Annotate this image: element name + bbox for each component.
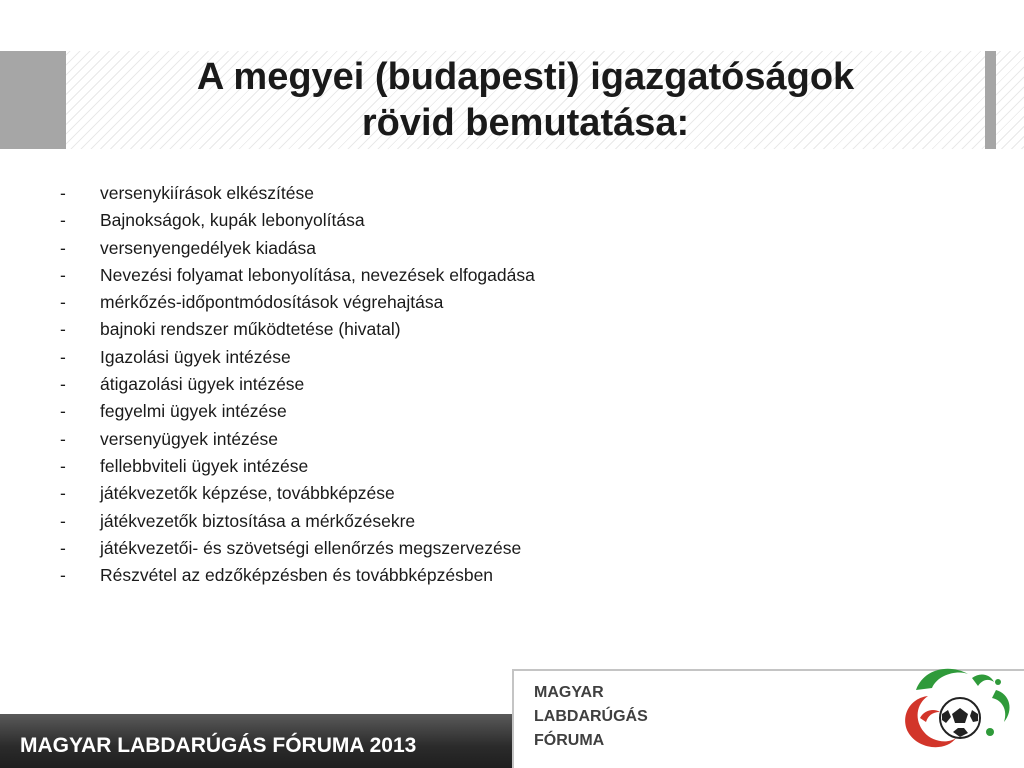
logo-text-line-3: FÓRUMA: [534, 732, 605, 749]
bullet-item: [58, 508, 758, 535]
bullet-item: [58, 562, 758, 589]
bullet-text: Nevezési folyamat lebonyolítása, nevezések elfogadása: [100, 264, 535, 285]
footer-caption: [20, 734, 416, 758]
bullet-text: játékvezetők képzése, továbbképzése: [100, 483, 395, 504]
bullet-text: Igazolási ügyek intézése: [100, 346, 291, 367]
title-left-accent: [0, 51, 66, 149]
logo-text-line-2: LABDARÚGÁS: [534, 708, 648, 725]
logo-text-line-1: MAGYAR: [534, 684, 604, 701]
bullet-text: Részvétel az edzőképzésben és továbbképzésben: [100, 565, 494, 586]
bullet-text: fegyelmi ügyek intézése: [100, 401, 287, 422]
bullet-marker: -: [60, 455, 66, 476]
bullet-marker: -: [60, 292, 66, 313]
bullet-marker: -: [60, 346, 66, 367]
bullet-item: [58, 289, 758, 316]
bullet-item: [58, 344, 758, 371]
slide-title: A megyei (budapesti) igazgatóságok rövid bemutatása:: [196, 56, 855, 144]
bullet-text: versenyügyek intézése: [100, 428, 279, 449]
bullet-marker: -: [60, 374, 66, 395]
bullet-marker: -: [60, 483, 66, 504]
bullet-marker: -: [60, 264, 66, 285]
bullet-item: [58, 207, 758, 234]
bullet-marker: -: [60, 237, 66, 258]
bullet-marker: -: [60, 183, 66, 203]
bullet-item: [58, 480, 758, 507]
bullet-item: [58, 371, 758, 398]
bullet-item: [58, 398, 758, 425]
bullet-marker: -: [60, 319, 66, 340]
bullet-text: bajnoki rendszer működtetése (hivatal): [100, 319, 401, 340]
bullet-text: Bajnokságok, kupák lebonyolítása: [100, 210, 365, 231]
bullet-marker: -: [60, 210, 66, 231]
bullet-item: [58, 316, 758, 343]
bullet-marker: -: [60, 401, 66, 422]
bullet-marker: -: [60, 428, 66, 449]
bullet-text: játékvezetők biztosítása a mérkőzésekre: [100, 510, 416, 531]
bullet-marker: -: [60, 537, 66, 558]
bullet-marker: -: [60, 510, 66, 531]
bullet-text: játékvezetői- és szövetségi ellenőrzés megszervezése: [100, 537, 522, 558]
title-right-accent: [985, 51, 996, 149]
bullet-item: [58, 453, 758, 480]
bullet-text: fellebbviteli ügyek intézése: [100, 455, 309, 476]
bullet-item: [58, 235, 758, 262]
bullet-item: [58, 180, 758, 207]
bullet-item: [58, 262, 758, 289]
bullet-item: [58, 426, 758, 453]
bullet-list: [58, 180, 758, 589]
footer-year: 2013: [369, 734, 417, 757]
bullet-text: átigazolási ügyek intézése: [100, 374, 305, 395]
bullet-text: versenykiírások elkészítése: [100, 183, 314, 203]
footer-event-name: MAGYAR LABDARÚGÁS FÓRUMA: [20, 734, 364, 757]
bullet-text: mérkőzés-időpontmódosítások végrehajtása: [100, 292, 444, 313]
football-logo-icon: [898, 660, 1018, 760]
bullet-text: versenyengedélyek kiadása: [100, 237, 316, 258]
bullet-item: [58, 535, 758, 562]
bullet-marker: -: [60, 565, 66, 586]
